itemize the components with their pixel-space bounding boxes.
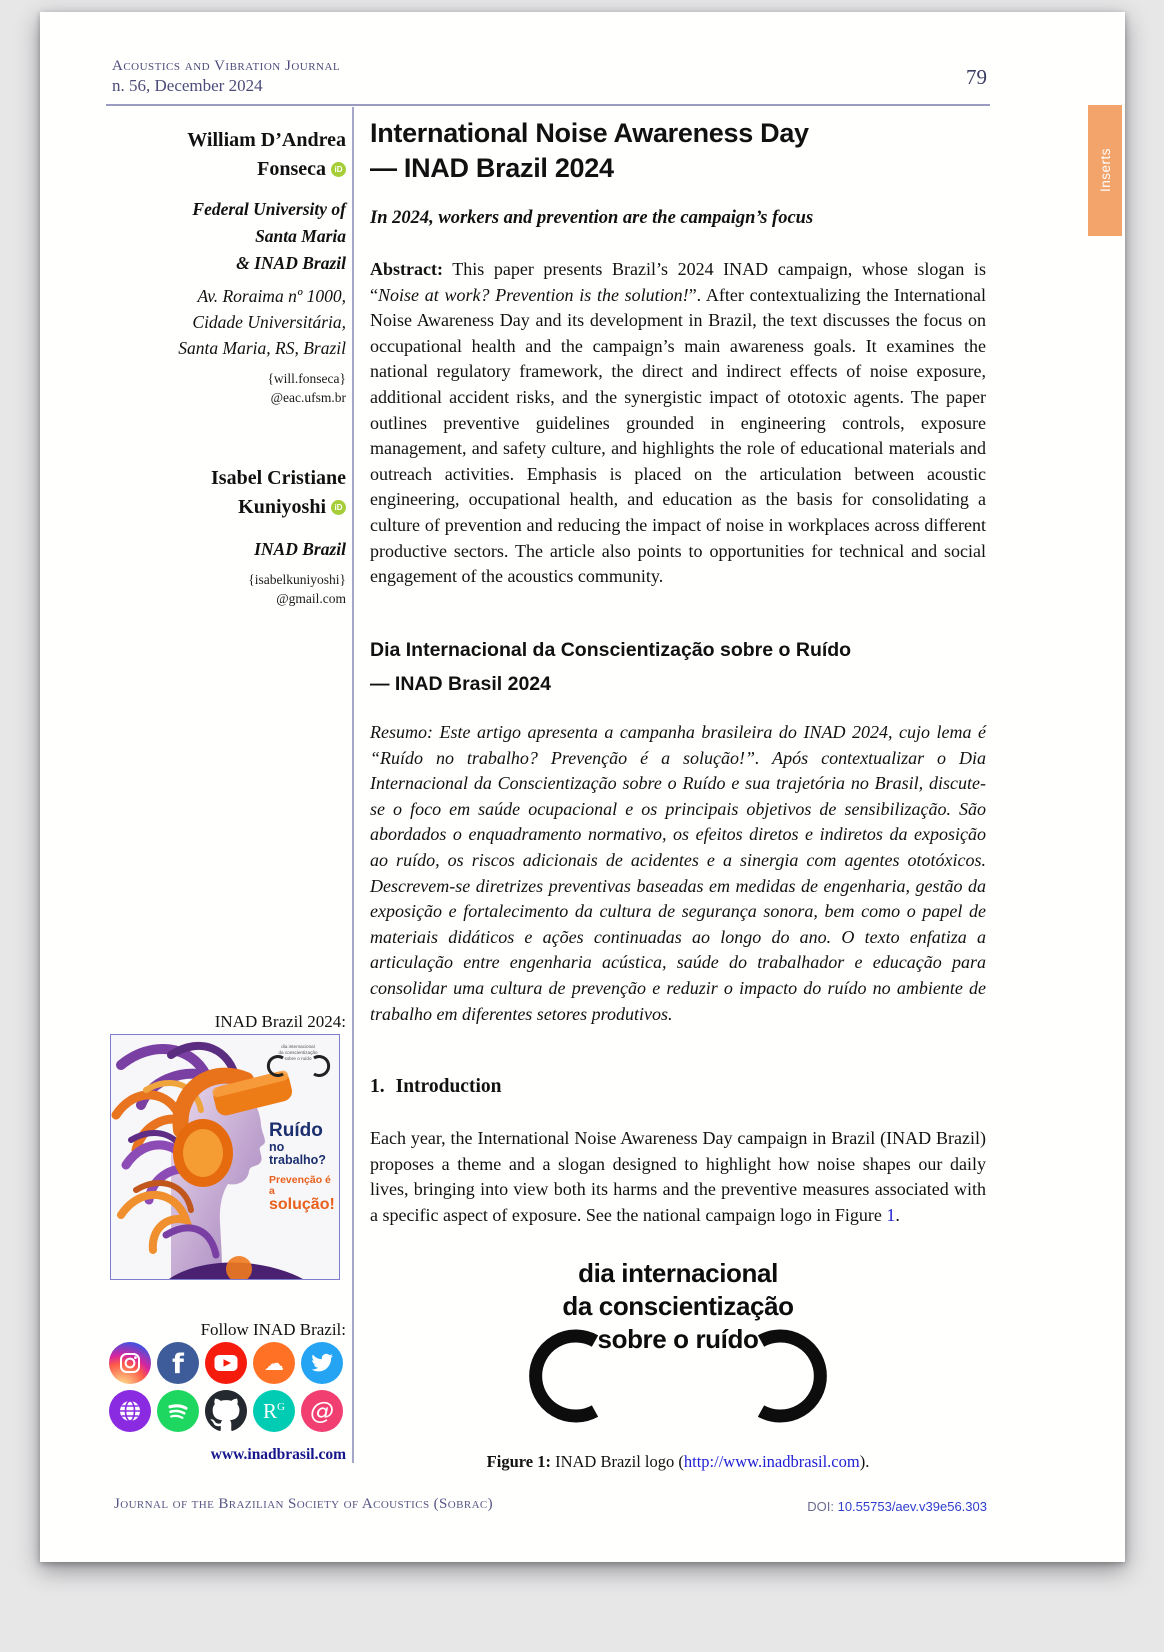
page-number: 79: [966, 65, 987, 89]
inserts-tab[interactable]: [1088, 105, 1122, 236]
svg-text:da conscientização: da conscientização: [278, 1050, 318, 1055]
introduction-paragraph: Each year, the International Noise Awareness Day campaign in Brazil (INAD Brazil) proposes a theme and a slogan designed to highlight how noise shapes our daily lives, bringing into view both its harms and the preventive measures associated with a specific aspect of exposure. See the national campaign logo in Figure 1.: [370, 1128, 986, 1225]
doi-link[interactable]: 10.55753/aev.v39e56.303: [837, 1499, 987, 1514]
author2-name: Isabel Cristiane Kuniyoshi iD: [211, 467, 346, 518]
orcid-icon[interactable]: iD: [331, 162, 346, 177]
article-subtitle: In 2024, workers and prevention are the campaign’s focus: [370, 208, 814, 228]
footer-doi: DOI: 10.55753/aev.v39e56.303: [807, 1499, 987, 1514]
website-globe-icon[interactable]: [109, 1390, 151, 1432]
figure-1-caption: Figure 1: INAD Brazil logo (http://www.inadbrasil.com).: [486, 1452, 870, 1471]
author2-email: {isabelkuniyoshi} @gmail.com: [248, 572, 346, 606]
logo-headphone-arcs: [523, 1325, 833, 1427]
author2-affiliation: INAD Brazil: [254, 539, 346, 559]
article-title: International Noise Awareness Day — INAD Brazil 2024: [370, 118, 809, 183]
author1-address: Av. Roraima nº 1000, Cidade Universitária, Santa Maria, RS, Brazil: [178, 286, 346, 358]
author1-email: {will.fonseca} @eac.ufsm.br: [267, 371, 346, 405]
social-icons-row2: [106, 1390, 346, 1432]
author1-name: William D’Andrea Fonseca iD: [187, 129, 346, 180]
logo-text-line2: da conscientização: [562, 1291, 794, 1321]
page-sheet: [40, 12, 1125, 1562]
resumo-paragraph: Resumo: Este artigo apresenta a campanha brasileira do INAD 2024, cujo lema é “Ruído no trabalho? Prevenção é a solução!”. Após contextualizar o Dia Internacional da Conscientização sobre o Ruído e sua trajetória no Brasil, discute-se o foco em saúde ocupacional e os principais objetivos de sensibilização. São abordados o enquadramento normativo, os efeitos diretos e indiretos da exposição ao ruído, os riscos adicionais de acidentes e a sinergia com agentes ototóxicos. Descrevem-se diretrizes preventivas baseadas em medidas de engenharia, gestão da exposição e fortalecimento da cultura de segurança sonora, bem como o papel de materiais didáticos e ações continuadas ao longo do ano. O texto enfatiza a articulação entre engenharia acústica, saúde do trabalhador e educação para consolidar uma cultura de prevenção e reduzir o impacto do ruído no ambiente de trabalho em diferentes setores produtivos.: [370, 722, 986, 1024]
instagram-icon[interactable]: [109, 1342, 151, 1384]
inserts-tab-label: Inserts: [1097, 148, 1113, 193]
section-1-heading: 1. Introduction: [370, 1076, 502, 1097]
logo-text-line3: sobre o ruído: [597, 1324, 759, 1354]
poster-label: INAD Brazil 2024:: [214, 1012, 346, 1031]
logo-text-line1: dia internacional: [578, 1258, 778, 1288]
header-rule: [106, 104, 990, 106]
poster-headline: Ruído no trabalho? Prevenção é a solução!: [269, 1120, 335, 1214]
figure-1-logo: [370, 1257, 986, 1356]
orcid-icon[interactable]: iD: [331, 500, 346, 515]
twitter-icon[interactable]: [301, 1342, 343, 1384]
youtube-icon[interactable]: [205, 1342, 247, 1384]
website-link[interactable]: www.inadbrasil.com: [210, 1446, 346, 1463]
footer-journal-line: Journal of the Brazilian Society of Acoustics (Sobrac): [114, 1496, 494, 1512]
svg-text:dia internacional: dia internacional: [281, 1044, 315, 1049]
researchgate-icon[interactable]: $R^G$: [253, 1390, 295, 1432]
figure-1-reference[interactable]: 1: [886, 1204, 896, 1225]
inadbrasil-url-link[interactable]: http://www.inadbrasil.com: [683, 1452, 860, 1471]
author1-affiliation: Federal University of Santa Maria & INAD Brazil: [192, 199, 346, 273]
portuguese-heading: Dia Internacional da Conscientização sobre o Ruído — INAD Brasil 2024: [370, 639, 852, 695]
soundcloud-icon[interactable]: ☁: [253, 1342, 295, 1384]
campaign-poster: [110, 1034, 340, 1280]
journal-issue: n. 56, December 2024: [112, 76, 263, 95]
svg-text:sobre o ruído: sobre o ruído: [284, 1056, 312, 1061]
campaign-slogan: Noise at work? Prevention is the solution!: [378, 284, 689, 305]
github-icon[interactable]: [205, 1390, 247, 1432]
abstract-label: Abstract:: [370, 259, 443, 279]
at-mail-icon[interactable]: @: [301, 1390, 343, 1432]
column-divider: [352, 107, 354, 1463]
facebook-icon[interactable]: f: [157, 1342, 199, 1384]
follow-label: Follow INAD Brazil:: [200, 1320, 346, 1339]
abstract-paragraph: Abstract: This paper presents Brazil’s 2024 INAD campaign, whose slogan is “Noise at work? Prevention is the solution!”. After contextualizing the International Noise Awareness Day and its development in Brazil, the text discusses the focus on occupational health and the campaign’s main awareness goals. It examines the national regulatory framework, the direct and indirect effects of noise exposure, additional accident risks, and the synergistic impact of ototoxic agents. The paper outlines preventive guidelines grounded in engineering controls, exposure management, and safety culture, and highlights the role of educational materials and outreach activities. Emphasis is placed on the articulation between acoustic engineering, occupational health, and education as the basis for consolidating a culture of prevention and reducing the impact of noise in workplaces across different productive sectors. The article also points to opportunities for technical and social engagement of the acoustics community.: [370, 259, 986, 587]
social-icons-row1: [106, 1342, 346, 1384]
journal-name: Acoustics and Vibration Journal: [112, 58, 341, 74]
spotify-icon[interactable]: [157, 1390, 199, 1432]
